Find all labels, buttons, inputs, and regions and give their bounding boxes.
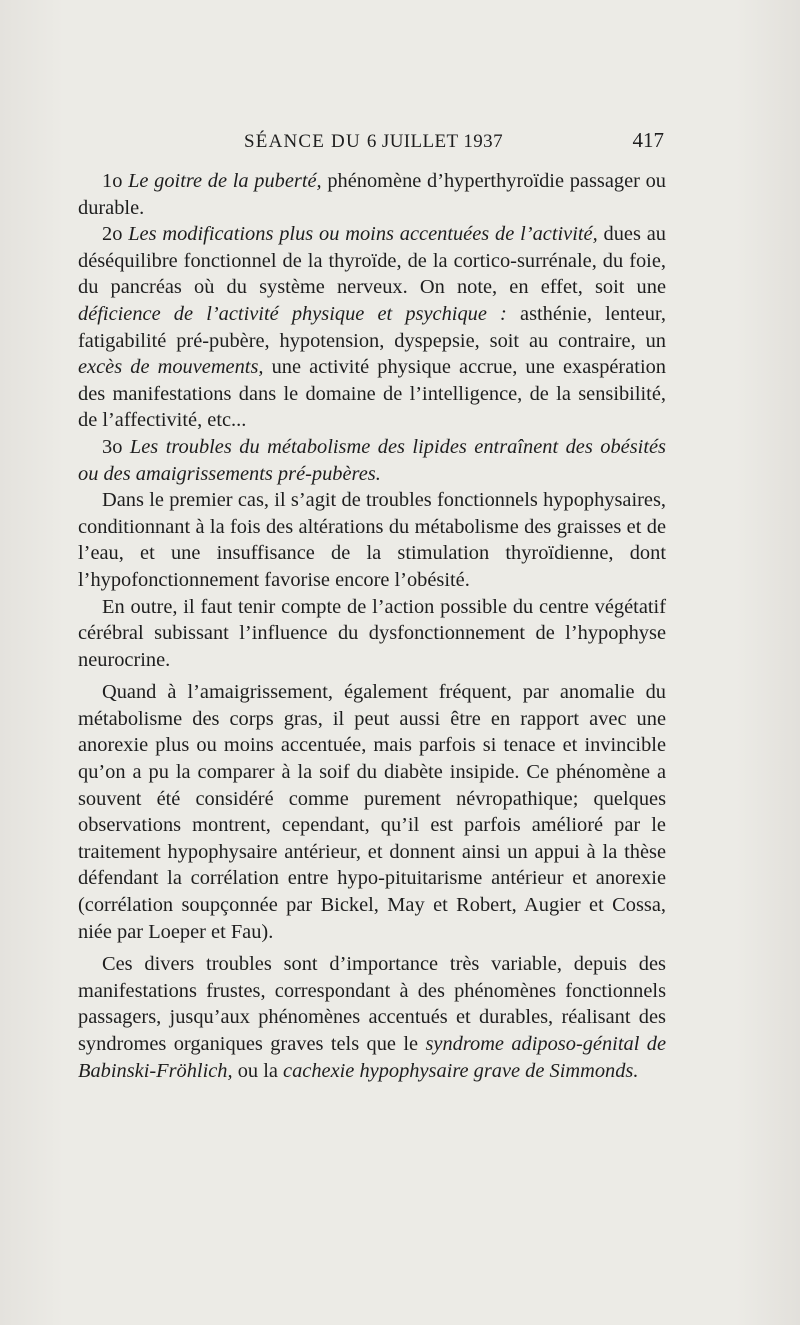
- paragraph-2-text-2: asthénie, lenteur, fatigabilité pré-pubère, hypotension, dyspepsie, soit au contraire, un: [78, 302, 666, 352]
- paragraph-2: [78, 221, 666, 434]
- paragraph-1-italic: Le goitre de la puberté,: [128, 170, 322, 192]
- page-number: 417: [632, 128, 664, 152]
- paragraph-2-text-3: une activité physique accrue, une exaspération des manifestations dans le domaine de l’intelligence, de la sensibilité, de l’affectivité, etc...: [78, 356, 666, 432]
- running-head: [244, 131, 503, 153]
- paragraph-7-text: Ces divers troubles sont d’importance très variable, depuis des manifestations frustes, correspondant à des phénomènes fonctionnels passagers, jusqu’aux phénomènes accentués et durables, réalisant des syndromes organiques graves tels que le: [78, 953, 666, 1055]
- item-number-2: 2o: [102, 223, 123, 246]
- paragraph-7-italic-2: cachexie hypophysaire grave de Simmonds.: [283, 1059, 639, 1082]
- paragraph-2-italic-3: excès de mouvements,: [78, 356, 264, 379]
- paragraph-3-italic: Les troubles du métabolisme des lipides entraînent des obésités ou des amaigrissements pré-pubères.: [78, 435, 666, 485]
- page-header: [78, 128, 664, 158]
- paragraph-7-mid: ou la: [237, 1059, 278, 1082]
- paragraph-7: [78, 951, 666, 1084]
- paragraph-2-text-1: dues au déséquilibre fonctionnel de la thyroïde, de la cortico-surrénale, du foie, du pancréas où du système nerveux. On note, en effet, soit une: [78, 223, 666, 299]
- item-number-3: 3o: [102, 435, 123, 458]
- paragraph-6: Quand à l’amaigrissement, également fréquent, par anomalie du métabolisme des corps gras, il peut aussi être en rapport avec une anorexie plus ou moins accentuée, mais parfois si tenace et invincible qu’on a pu la comparer à la soif du diabète insipide. Ce phénomène a souvent été considéré comme purement névropathique; quelques observations montrent, cependant, qu’il est parfois amélioré par le traitement hypophysaire antérieur, et donnent ainsi un appui à la thèse défendant la corrélation entre hypo-pituitarisme antérieur et anorexie (corrélation soupçonnée par Bickel, May et Robert, Augier et Cossa, niée par Loeper et Fau).: [78, 681, 666, 943]
- running-head-date: 6 JUILLET 1937: [366, 131, 503, 152]
- paragraph-1: [78, 168, 666, 221]
- paragraph-2-italic-1: Les modifications plus ou moins accentuées de l’activité,: [128, 223, 598, 246]
- paragraph-2-italic-2: déficience de l’activité physique et psychique :: [78, 302, 507, 325]
- body-text: [78, 168, 666, 1084]
- running-head-label: SÉANCE DU: [244, 131, 361, 152]
- paragraph-1-text: phénomène d’hyperthyroïdie passager ou durable.: [78, 170, 666, 219]
- item-number-1: 1o: [102, 170, 123, 192]
- paragraph-7-italic-1: syndrome adiposo-génital de Babinski-Fröhlich,: [78, 1033, 666, 1082]
- paragraph-5: En outre, il faut tenir compte de l’action possible du centre végétatif cérébral subissant l’influence du dysfonctionnement de l’hypophyse neurocrine.: [78, 595, 666, 671]
- paragraph-3: [78, 434, 666, 487]
- paragraph-4: Dans le premier cas, il s’agit de troubles fonctionnels hypophysaires, conditionnant à la fois des altérations du métabolisme des graisses et de l’eau, et une insuffisance de la stimulation thyroïdienne, dont l’hypofonctionnement favorise encore l’obésité.: [78, 489, 666, 591]
